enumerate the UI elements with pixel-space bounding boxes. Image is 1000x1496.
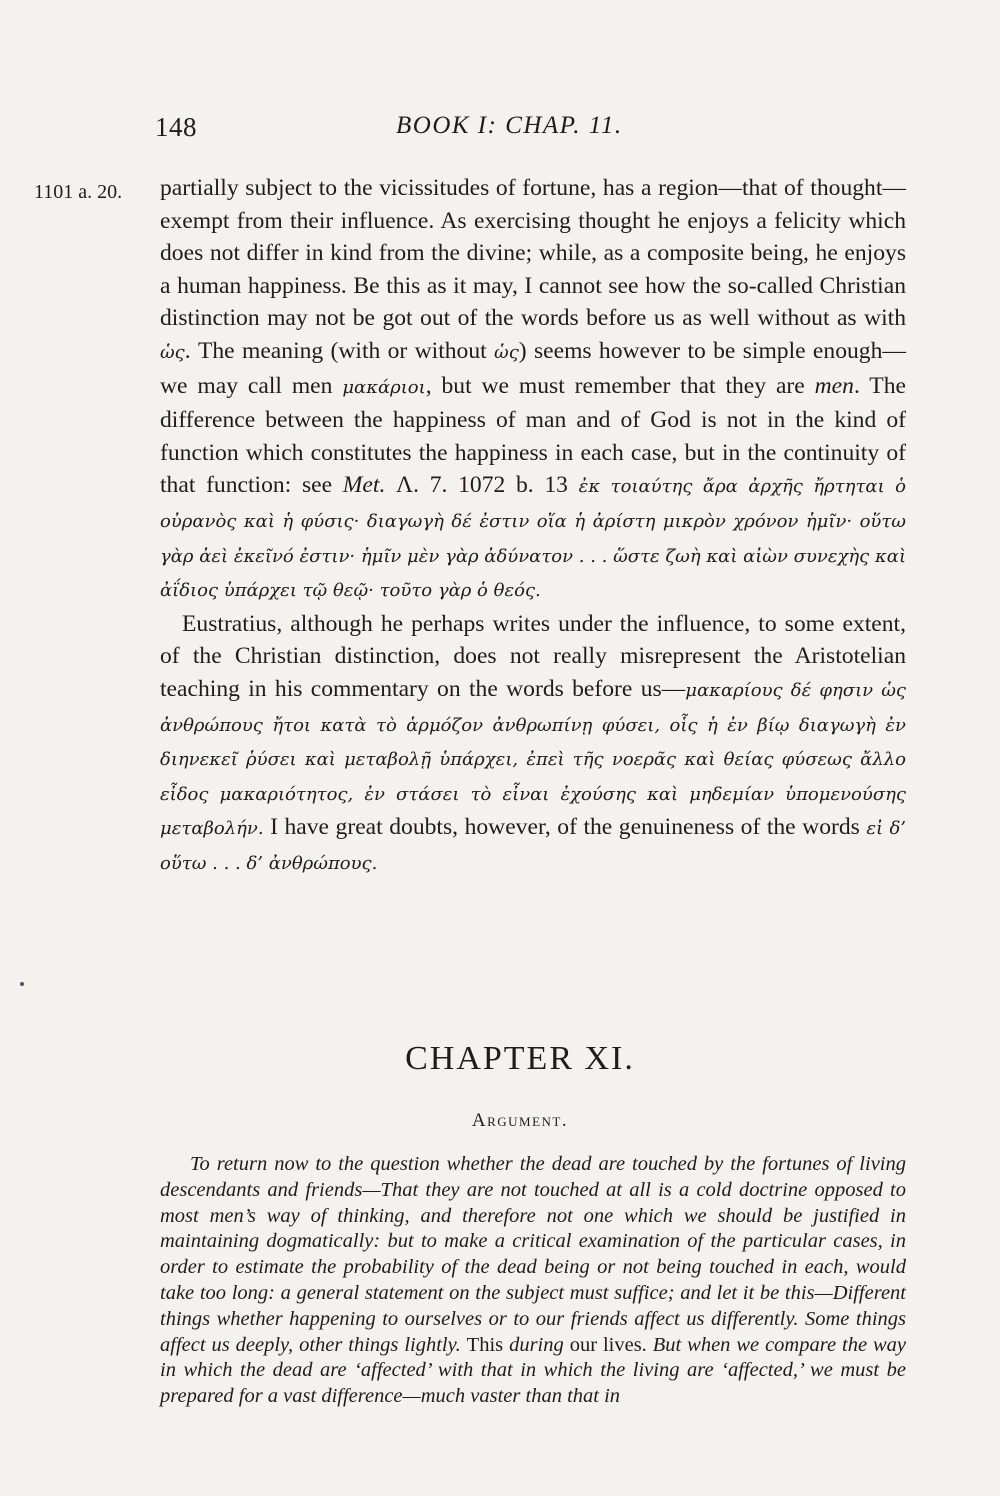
- italic-word: men: [814, 372, 854, 399]
- text-run: ) seems however to be simple enough—we may call men: [160, 337, 906, 399]
- argument-run: To return now to the question whether the dead are touched by the fortunes of living descendants and friends—That they are not touched at all is a cold doctrine opposed to most men’s way of thinking, and therefore not one which we should be justified in maintaining dogmatically: but to make a critical examination of the particular cases, in order to estimate the probability of the dead being or not being touched in each, would take too long: a general statement on the subject must suffice; and let it be this—Different things whether happening to ourselves or to our friends affect us differently. Some things affect us deeply, other things lightly.: [160, 1153, 906, 1356]
- chapter-title: CHAPTER XI.: [405, 1040, 635, 1077]
- argument-run: during: [503, 1333, 570, 1356]
- text-run: I have great doubts, however, of the genuineness of the words: [263, 814, 867, 841]
- roman-word: This: [466, 1333, 504, 1356]
- stray-mark: [20, 982, 24, 986]
- body-text: [160, 172, 906, 880]
- paragraph-1: [160, 172, 906, 608]
- text-run: . The difference between the happiness of man and of God is not in the kind of function which constitutes the happiness in each case, but in the continuity of that function: see: [160, 372, 906, 499]
- running-title: BOOK I: CHAP. 11.: [396, 112, 623, 139]
- roman-word: our: [569, 1333, 598, 1356]
- text-run: Eustratius, although he perhaps writes under the influence, to some extent, of the Christian distinction, does not really misrepresent the Aristotelian teaching in his commentary on the words before us—: [160, 610, 906, 702]
- italic-word: Met.: [342, 472, 386, 499]
- paragraph-2: [160, 608, 906, 881]
- argument-heading: Argument.: [471, 1110, 569, 1131]
- roman-word: lives.: [602, 1333, 647, 1356]
- page-header: [150, 112, 910, 152]
- greek-phrase: εἰ δ’ οὕτω . . . δ’ ἀνθρώπους.: [160, 818, 906, 874]
- greek-word: ὡς: [494, 341, 519, 363]
- argument-text: [160, 1152, 906, 1410]
- text-run: Λ. 7. 1072 b. 13: [385, 472, 579, 499]
- text-run: partially subject to the vicissitudes of fortune, has a region—that of thought—exempt from their influence. As exercising thought he enjoys a felicity which does not differ in kind from the divine; while, as a composite being, he enjoys a human happiness. Be this as it may, I cannot see how the so-called Christian distinction may not be got out of the words before us as well without as with: [160, 175, 906, 332]
- greek-quotation: μακαρίους δέ φησιν ὡς ἀνθρώπους ἤτοι κατὰ τὸ ἁρμόζον ἀνθρωπίνῃ φύσει, οἷς ἡ ἐν βίῳ διαγωγὴ ἐν διηνεκεῖ ῥύσει καὶ μεταβολῇ ὑπάρχει, ἐπεὶ τῆς νοερᾶς καὶ θείας φύσεως ἄλλο εἶδος μακαριότητος, ἐν στάσει τὸ εἶναι ἐχούσης καὶ μηδεμίαν ὑπομενούσης μεταβολήν.: [160, 679, 906, 840]
- argument-run: But when we compare the way in which the dead are ‘affected’ with that in which the living are ‘affected,’ we must be prepared for a vast difference—much vaster than that in: [160, 1333, 907, 1408]
- text-run: . The meaning (with or without: [184, 337, 495, 364]
- greek-word: ὡς: [160, 341, 185, 363]
- margin-reference: 1101 a. 20.: [34, 181, 123, 203]
- text-run: , but we must remember that they are: [425, 372, 815, 399]
- page-number: 148: [155, 112, 197, 142]
- greek-word: μακάριοι: [342, 376, 426, 398]
- greek-quotation: ἐκ τοιαύτης ἄρα ἀρχῆς ἤρτηται ὁ οὐρανὸς καὶ ἡ φύσις· διαγωγὴ δέ ἐστιν οἵα ἡ ἀρίστη μικρὸν χρόνον ἡμῖν· οὕτω γὰρ ἀεὶ ἐκεῖνό ἐστιν· ἡμῖν μὲν γὰρ ἀδύνατον . . . ὥστε ζωὴ καὶ αἰὼν συνεχὴς καὶ ἀΐδιος ὑπάρχει τῷ θεῷ· τοῦτο γὰρ ὁ θεός.: [160, 476, 906, 602]
